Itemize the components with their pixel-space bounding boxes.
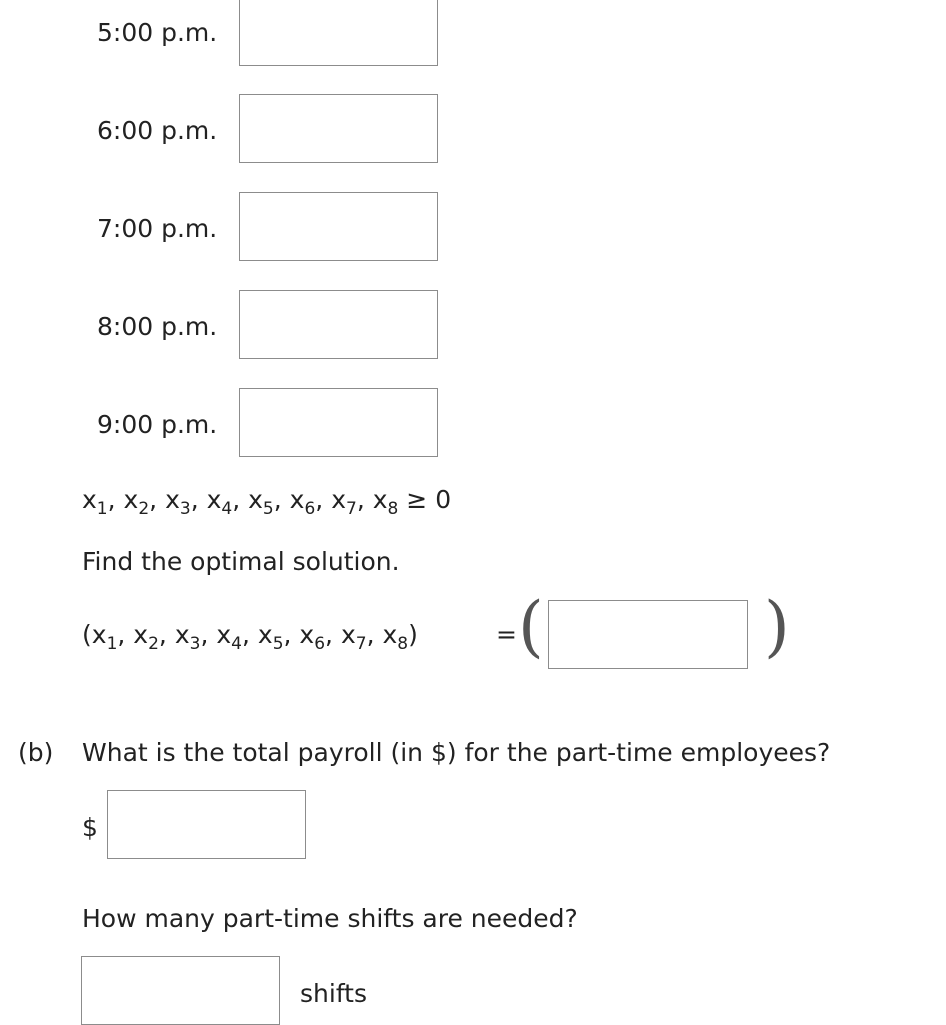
time-label-6pm: 6:00 p.m.	[97, 116, 218, 145]
variable-x6: $x_6$	[299, 620, 326, 654]
variable-x6: $x_6$	[289, 485, 316, 519]
variable-x1: $x_1$	[91, 620, 118, 654]
time-label-9pm: 9:00 p.m.	[97, 410, 218, 439]
shifts-input[interactable]	[81, 956, 280, 1025]
nonnegativity-constraint: $x_1$, $x_2$, $x_3$, $x_4$, $x_5$, $x_6$, $x_7$, $x_8 \ge 0$	[82, 485, 452, 519]
shifts-question: How many part-time shifts are needed?	[82, 904, 578, 933]
optimal-solution-input[interactable]	[548, 600, 748, 669]
close-paren: )	[764, 588, 790, 665]
variable-x5: $x_5$	[257, 620, 284, 654]
time-label-8pm: 8:00 p.m.	[97, 312, 218, 341]
nonnegativity-relation: ≥ 0	[406, 485, 452, 514]
payroll-question: What is the total payroll (in $) for the part-time employees?	[82, 738, 831, 767]
equals-sign: =	[496, 620, 517, 649]
shifts-unit-label: shifts	[300, 979, 368, 1008]
solution-tuple-label: ($x_1$, $x_2$, $x_3$, $x_4$, $x_5$, $x_6$, $x_7$, $x_8$)	[82, 620, 418, 654]
answer-input-8pm[interactable]	[239, 290, 438, 359]
time-label-5pm: 5:00 p.m.	[97, 18, 218, 47]
open-paren: (	[518, 588, 544, 665]
answer-input-7pm[interactable]	[239, 192, 438, 261]
variable-x4: $x_4$	[216, 620, 242, 654]
variable-x7: $x_7$	[340, 620, 367, 654]
variable-x3: $x_3$	[165, 485, 191, 519]
optimal-solution-prompt: Find the optimal solution.	[82, 547, 400, 576]
variable-x3: $x_3$	[174, 620, 201, 654]
variable-x2: $x_2$	[123, 485, 150, 519]
variable-x8: $x_8$	[372, 485, 399, 519]
payroll-input[interactable]	[107, 790, 306, 859]
time-label-7pm: 7:00 p.m.	[97, 214, 218, 243]
variable-x5: $x_5$	[248, 485, 274, 519]
currency-symbol: $	[82, 813, 98, 842]
variable-x1: $x_1$	[82, 485, 108, 519]
variable-x8: $x_8$	[382, 620, 409, 654]
answer-input-5pm[interactable]	[239, 0, 438, 66]
variable-x4: $x_4$	[206, 485, 233, 519]
answer-input-6pm[interactable]	[239, 94, 438, 163]
variable-x7: $x_7$	[331, 485, 357, 519]
variable-x2: $x_2$	[133, 620, 159, 654]
part-b-label: (b)	[18, 738, 54, 767]
answer-input-9pm[interactable]	[239, 388, 438, 457]
